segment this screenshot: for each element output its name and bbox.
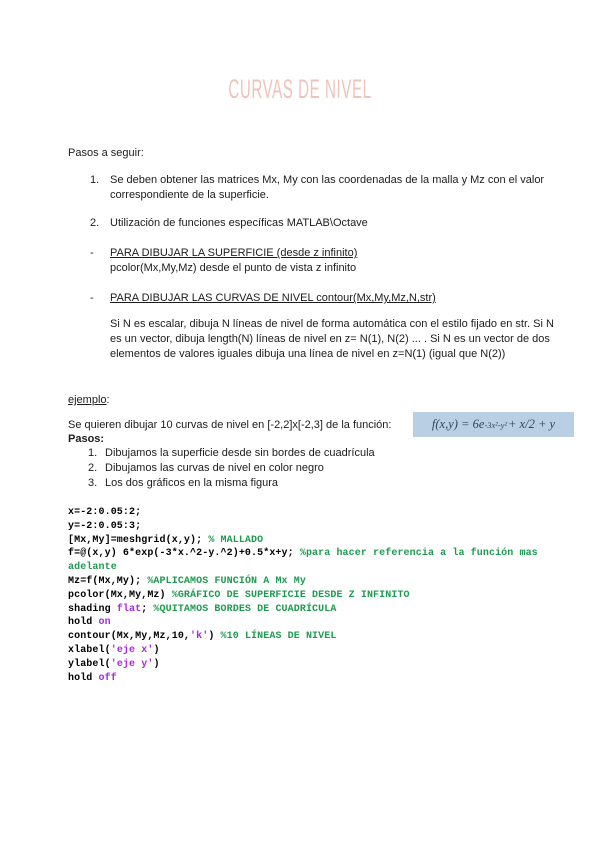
example-label: ejemplo <box>68 394 107 406</box>
example-step <box>88 476 548 491</box>
code-line <box>68 672 546 686</box>
code-segment-code: shading <box>68 603 117 615</box>
example-step <box>88 446 548 461</box>
step-text: Dibujamos las curvas de nivel en color negro <box>105 462 324 474</box>
numbered-item <box>90 173 568 203</box>
code-segment-code: x=-2:0.05:2; <box>68 507 142 518</box>
item-text: Se deben obtener las matrices Mx, My con las coordenadas de la malla y Mz con el valor correspondiente de la superficie. <box>110 174 545 201</box>
dash-item-body <box>110 291 568 306</box>
example-colon: : <box>106 394 110 406</box>
formula-box: f(x,y) = 6e -3x²-y² + x/2 + y <box>413 412 574 437</box>
code-segment-keyword: on <box>98 617 111 629</box>
step-text: Los dos gráficos en la misma figura <box>105 477 279 489</box>
code-segment-code: hold <box>68 617 99 629</box>
code-segment-code: y=-2:0.05:3; <box>68 520 142 532</box>
dash-item-title: PARA DIBUJAR LAS CURVAS DE NIVEL contour(Mx,My,Mz,N,str) <box>110 292 436 304</box>
step-marker: 1. <box>88 447 98 459</box>
dash-marker: - <box>90 247 94 259</box>
step-marker: 3. <box>88 477 98 489</box>
code-segment-code: ) <box>153 658 160 670</box>
code-line <box>68 506 546 520</box>
numbered-item <box>90 216 568 231</box>
code-segment-comment: %GRÁFICO DE SUPERFICIE DESDE Z INFINITO <box>171 589 410 601</box>
code-segment-code: Mz=f(Mx,My); <box>68 575 148 587</box>
formula-prefix: f(x,y) = 6e <box>431 417 485 431</box>
code-segment-code: xlabel( <box>68 644 111 656</box>
code-segment-code: ) <box>153 644 160 656</box>
dash-item <box>90 246 568 276</box>
code-line <box>68 534 546 548</box>
step-marker: 2. <box>88 462 98 474</box>
dash-item-body <box>110 246 568 276</box>
code-segment-code: contour(Mx,My,Mz,10, <box>68 631 191 643</box>
pasos-heading: Pasos: <box>68 433 105 445</box>
dash-item-title: PARA DIBUJAR LA SUPERFICIE (desde z infinito) <box>110 247 358 259</box>
code-line <box>68 630 546 644</box>
code-segment-comment: %APLICAMOS FUNCIÓN A Mx My <box>147 575 306 587</box>
code-segment-string: 'eje x' <box>110 644 154 656</box>
code-segment-code: ; <box>141 603 154 615</box>
code-segment-comment: %para hacer referencia a la función mas adelante <box>68 548 544 574</box>
item-text: Utilización de funciones específicas MATLAB\Octave <box>110 217 368 229</box>
code-line <box>68 658 546 672</box>
step-text: Dibujamos la superficie desde sin bordes de cuadrícula <box>105 447 375 459</box>
code-line <box>68 520 546 534</box>
dash-item-desc: pcolor(Mx,My,Mz) desde el punto de vista z infinito <box>110 262 357 274</box>
code-segment-code: hold <box>68 672 99 684</box>
code-line <box>68 547 546 575</box>
example-step <box>88 461 548 476</box>
code-segment-comment: %10 LÍNEAS DE NIVEL <box>220 631 337 643</box>
code-line <box>68 644 546 658</box>
code-line <box>68 575 546 589</box>
code-segment-code: f=@(x,y) 6*exp(-3*x.^2-y.^2)+0.5*x+y; <box>68 548 300 560</box>
item-marker: 2. <box>90 217 100 229</box>
code-segment-comment: %QUITAMOS BORDES DE CUADRÍCULA <box>153 603 337 615</box>
code-segment-code: [Mx,My]=meshgrid(x,y); <box>68 534 209 546</box>
dash-item <box>90 291 568 306</box>
code-segment-code: ylabel( <box>68 658 111 670</box>
contour-note: Si N es escalar, dibuja N líneas de nivel de forma automática con el estilo fijado en str. Si N es un vector, dibuja length(N) líneas de nivel en z= N(1), N(2) ... . Si N es un vector de dos elementos de valores iguales dibuja una línea de nivel en z=N(1) (igual que N(2)) <box>110 318 554 360</box>
code-segment-code: ) <box>208 631 221 643</box>
example-heading <box>68 393 110 408</box>
code-line <box>68 616 546 630</box>
code-block <box>68 506 546 685</box>
example-sentence: Se quieren dibujar 10 curvas de nivel en [-2,2]x[-2,3] de la función: <box>68 419 392 431</box>
section-heading: Pasos a seguir: <box>68 147 144 159</box>
code-segment-keyword: off <box>98 672 117 684</box>
code-line <box>68 603 546 617</box>
code-segment-keyword: flat <box>116 603 142 615</box>
code-segment-comment: % MALLADO <box>208 534 264 546</box>
dash-marker: - <box>90 292 94 304</box>
formula-suffix: + x/2 + y <box>508 417 556 431</box>
code-segment-code: pcolor(Mx,My,Mz) <box>68 589 172 601</box>
code-line <box>68 589 546 603</box>
code-segment-string: 'k' <box>190 631 209 643</box>
code-segment-string: 'eje y' <box>110 658 154 670</box>
item-marker: 1. <box>90 174 100 186</box>
page-title: CURVAS DE NIVEL <box>228 74 372 104</box>
